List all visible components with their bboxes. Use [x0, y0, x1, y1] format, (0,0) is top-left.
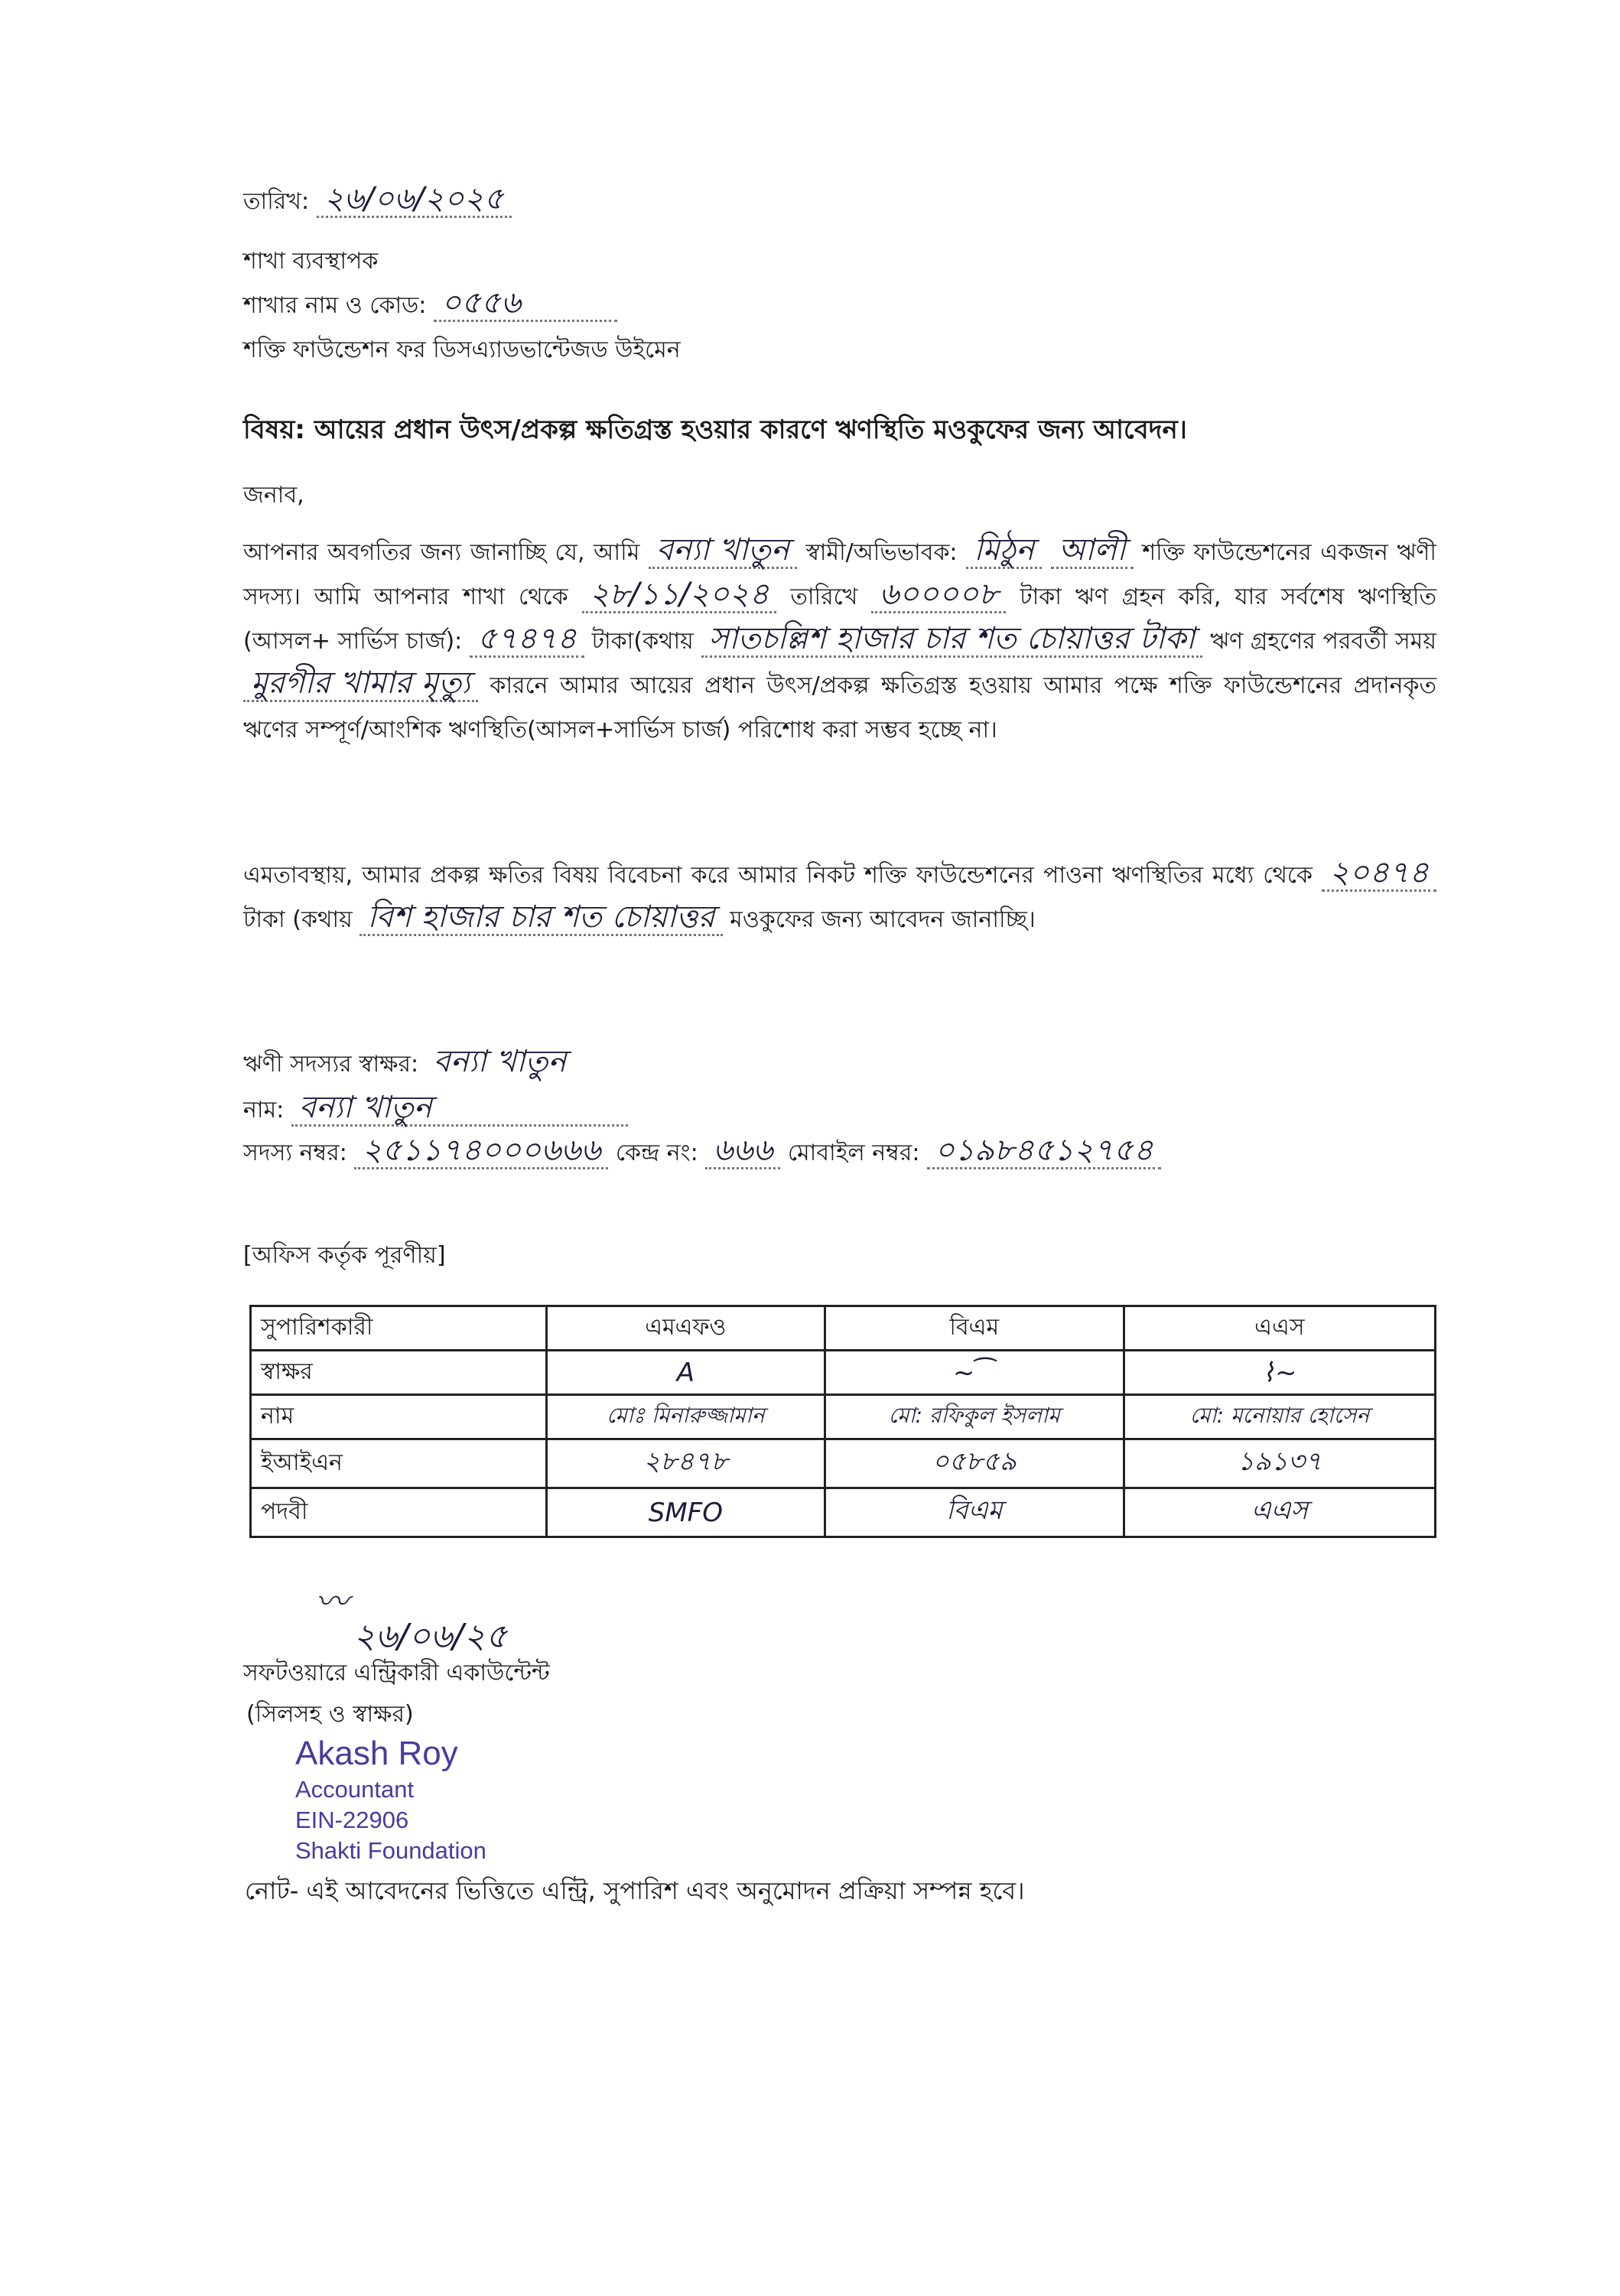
office-recommendation-table — [249, 1305, 1436, 1538]
table-cell: মো: রফিকুল ইসলাম — [825, 1395, 1124, 1439]
kendra-number: ৬৬৬ — [705, 1133, 780, 1169]
accountant-title: সফটওয়ারে এন্ট্রিকারী একাউন্টেন্ট — [243, 1660, 550, 1686]
member-name: বন্যা খাতুন — [291, 1091, 628, 1127]
table-header-cell: বিএম — [825, 1306, 1124, 1351]
signature-mark-icon: ⌇~ — [1262, 1357, 1297, 1388]
body-text-2: স্বামী/অভিভাবক: — [805, 539, 958, 566]
waiver-amount: ২০৪৭৪ — [1322, 856, 1436, 892]
table-row — [251, 1488, 1436, 1537]
office-section-heading: [অফিস কর্তৃক পূরণীয়] — [243, 1242, 446, 1269]
table-cell: ০৫৮৫৯ — [825, 1439, 1124, 1488]
branch-line — [243, 286, 617, 322]
signature-cell — [825, 1351, 1124, 1395]
seal-name: Akash Roy — [295, 1735, 458, 1772]
table-row — [251, 1439, 1436, 1488]
body-text-6: টাকা(কথায় — [591, 628, 694, 655]
table-header-cell: সুপারিশকারী — [251, 1306, 547, 1351]
table-cell: মোঃ মিনারুজ্জামান — [547, 1395, 825, 1439]
row-label: নাম — [251, 1395, 547, 1439]
body-text-3: শক্তি ফাউন্ডেশনের একজন ঋণী সদস্য। আমি আপনার শাখা থেকে — [243, 539, 1436, 610]
seal-ein: EIN-22906 — [295, 1807, 409, 1833]
member-signature-label: ঋণী সদস্যর স্বাক্ষর: — [243, 1051, 419, 1078]
row-label: ইআইএন — [251, 1439, 547, 1488]
balance-in-words: সাতচল্লিশ হাজার চার শত চোয়াত্তর টাকা — [701, 622, 1203, 658]
table-cell: বিএম — [825, 1488, 1124, 1537]
accountant-signature-icon: 〰 — [315, 1582, 349, 1621]
member-signature: বন্যা খাতুন — [433, 1044, 567, 1079]
seal-organization: Shakti Foundation — [295, 1837, 486, 1864]
signature-cell: A — [547, 1351, 825, 1395]
row-label: পদবী — [251, 1488, 547, 1537]
table-header-cell: এমএফও — [547, 1306, 825, 1351]
mobile-label: মোবাইল নম্বর: — [787, 1140, 920, 1166]
subject-line: বিষয়: আয়ের প্রধান উৎস/প্রকল্প ক্ষতিগ্রস্ত হওয়ার কারণে ঋণস্থিতি মওকুফের জন্য আবেদন। — [243, 415, 1187, 445]
accountant-seal-note: (সিলসহ ও স্বাক্ষর) — [246, 1701, 414, 1728]
member-name-line — [243, 1091, 628, 1127]
member-number-label: সদস্য নম্বর: — [243, 1140, 347, 1166]
applicant-name: বন্যা খাতুন — [649, 533, 797, 569]
member-signature-line — [243, 1045, 574, 1080]
date-line — [243, 182, 512, 218]
row-label: স্বাক্ষর — [251, 1351, 547, 1395]
body-text-8: কারনে আমার আয়ের প্রধান উৎস/প্রকল্প ক্ষতিগ্রস্ত হওয়ায় আমার পক্ষে শক্তি ফাউন্ডেশনের প্রদানকৃত ঋণের সম্পূর্ণ/আংশিক ঋণস্থিতি(আসল+সার্ভিস চার্জ) পরিশোধ করা সম্ভব হচ্ছে না। — [243, 672, 1436, 743]
body2-text-1: এমতাবস্থায়, আমার প্রকল্প ক্ষতির বিষয় বিবেচনা করে আমার নিকট শক্তি ফাউন্ডেশনের পাওনা ঋণস্থিতির মধ্যে থেকে — [243, 862, 1313, 889]
damage-reason: মুরগীর খামার মৃত্যু — [243, 666, 478, 702]
body-text-5: টাকা ঋণ গ্রহন করি, যার সর্বশেষ ঋণস্থিতি (আসল+ সার্ভিস চার্জ): — [243, 584, 1436, 655]
table-cell: ২৮৪৭৮ — [547, 1439, 825, 1488]
date-value: ২৬/০৬/২০২৫ — [317, 182, 512, 218]
accountant-sign-date: ২৬/০৬/২৫ — [353, 1617, 508, 1656]
body-text-7: ঋণ গ্রহণের পরবর্তী সময় — [1210, 628, 1436, 655]
seal-role: Accountant — [295, 1776, 415, 1803]
member-id-line — [243, 1133, 1161, 1169]
guardian-name-cont: আলী — [1051, 533, 1134, 569]
body-paragraph-1 — [243, 531, 1436, 753]
table-row — [251, 1351, 1436, 1395]
body-text-1: আপনার অবগতির জন্য জানাচ্ছি যে, আমি — [243, 539, 640, 566]
branch-code: ০৫৫৬ — [434, 286, 617, 322]
signature-mark-icon: ~⁀ — [952, 1357, 996, 1388]
footer-note: নোট- এই আবেদনের ভিত্তিতে এন্ট্রি, সুপারিশ এবং অনুমোদন প্রক্রিয়া সম্পন্ন হবে। — [245, 1876, 1025, 1905]
recipient-title: শাখা ব্যবস্থাপক — [243, 248, 379, 275]
body2-text-3: মওকুফের জন্য আবেদন জানাচ্ছি। — [730, 906, 1036, 933]
loan-balance: ৫৭৪৭৪ — [470, 622, 584, 658]
salutation: জনাব, — [243, 482, 304, 509]
body-paragraph-2 — [243, 854, 1436, 942]
kendra-label: কেন্দ্র নং: — [615, 1140, 698, 1166]
body2-text-2: টাকা (কথায় — [243, 906, 353, 933]
table-cell: ১৯১৩৭ — [1124, 1439, 1435, 1488]
member-number: ২৫১১৭৪০০০৬৬৬ — [354, 1133, 608, 1169]
member-name-label: নাম: — [243, 1097, 285, 1124]
table-cell: মো: মনোয়ার হোসেন — [1124, 1395, 1435, 1439]
accountant-seal — [295, 1733, 486, 1866]
loan-date: ২৮/১১/২০২৪ — [582, 577, 777, 613]
organization-name: শক্তি ফাউন্ডেশন ফর ডিসএ্যাডভান্টেজড উইমেন — [243, 337, 681, 363]
date-label: তারিখ: — [243, 188, 310, 215]
guardian-name: মিঠুন — [966, 533, 1042, 569]
loan-amount: ৬০০০০৮ — [871, 577, 1006, 613]
table-cell: এএস — [1124, 1488, 1435, 1537]
table-cell: SMFO — [547, 1488, 825, 1537]
waiver-in-words: বিশ হাজার চার শত চোয়াত্তর — [359, 900, 722, 936]
mobile-number: ০১৯৮৪৫১২৭৫৪ — [927, 1133, 1161, 1169]
branch-label: শাখার নাম ও কোড: — [243, 292, 427, 319]
table-header-row — [251, 1306, 1436, 1351]
body-text-4: তারিখে — [790, 584, 858, 610]
signature-cell — [1124, 1351, 1435, 1395]
table-header-cell: এএস — [1124, 1306, 1435, 1351]
table-row — [251, 1395, 1436, 1439]
